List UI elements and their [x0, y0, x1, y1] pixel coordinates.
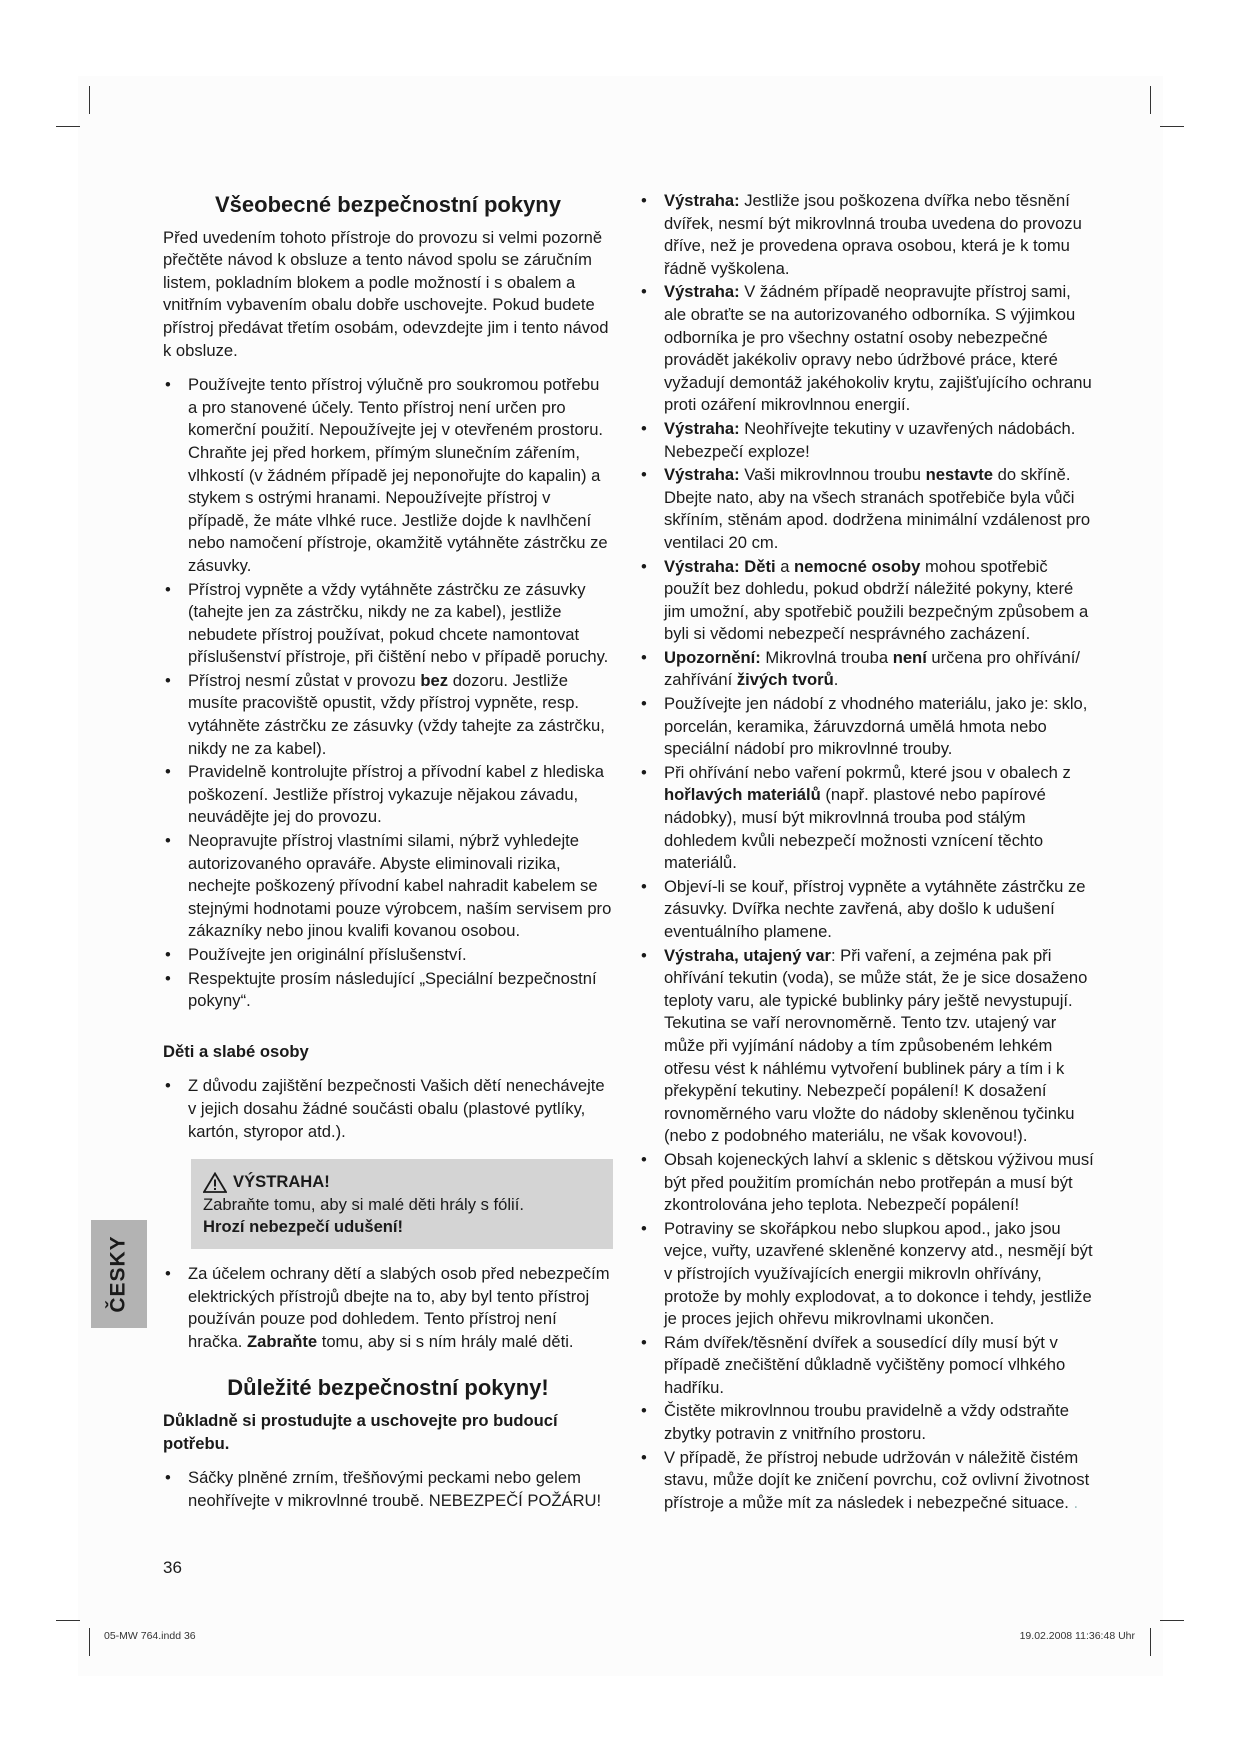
children-list-2 [163, 1263, 613, 1353]
crop-mark [1150, 1628, 1151, 1656]
list-item: • Za účelem ochrany dětí a slabých osob před nebezpečím elektrických přístrojů dbejte na to, aby byl tento přístroj používán pouze pod dohledem. Tento přístroj není hračka. Zabraňte tomu, aby si s ním hrály malé děti. [163, 1263, 613, 1353]
list-item: • Výstraha: Vaši mikrovlnnou troubu nestavte do skříně. Dbejte nato, aby na všech stranách spotřebiče byla vůči skříním, stěnám apod. dodržena minimální vzdálenost pro ventilaci 20 cm. [639, 464, 1097, 554]
list-item: • Při ohřívání nebo vaření pokrmů, které jsou v obalech z hořlavých materiálů (např. plastové nebo papírové nádobky), musí být mikrovlnná trouba pod stálým dohledem kvůli nebezpečí možnosti vznícení těchto materiálů. [639, 762, 1097, 875]
list-item: • V případě, že přístroj nebude udržován v náležitě čistém stavu, může dojít ke zničení povrchu, což ovlivní životnost přístroje a může mít za následek i nebezpečné situace. . [639, 1447, 1097, 1515]
list-item: • Respektujte prosím následující „Speciální bezpečnostní pokyny“. [163, 968, 613, 1013]
list-item: • Rám dvířek/těsnění dvířek a sousedící díly musí být v případě znečištění důkladně vyčištěny pomocí vlhkého hadříku. [639, 1332, 1097, 1400]
right-column [639, 190, 1097, 1526]
crop-mark [1160, 126, 1184, 127]
language-label: ČESKY [107, 1235, 131, 1313]
footer-file-info: 05-MW 764.indd 36 [104, 1630, 196, 1642]
left-column [163, 190, 613, 1524]
language-side-tab [91, 1220, 147, 1328]
section-title-important: Důležité bezpečnostní pokyny! [227, 1375, 549, 1401]
stray-dot: . [1073, 1492, 1079, 1512]
list-item: • Upozornění: Mikrovlná trouba není určena pro ohřívání/ zahřívání živých tvorů. [639, 647, 1097, 692]
list-item: • Používejte tento přístroj výlučně pro soukromou potřebu a pro stanovené účely. Tento přístroj není určen pro komerční použití. Nepoužívejte jej v otevřeném prostoru. Chraňte jej před horkem, přímým slunečním zářením, vlhkostí (v žádném případě jej neponořujte do kapalin) a stykem s ostrými hranami. Nepoužívejte přístroj v případě, že máte vlhké ruce. Jestliže dojde k navlhčení nebo namočení přístroje, okamžitě vytáhněte zástrčku ze zásuvky. [163, 374, 613, 577]
list-item: • Používejte jen originální příslušenství. [163, 944, 613, 967]
crop-mark [56, 126, 80, 127]
list-item: • Přístroj nesmí zůstat v provozu bez dozoru. Jestliže musíte pracoviště opustit, vždy přístroj vypněte, resp. vytáhněte zástrčku ze zásuvky (vždy tahejte za zástrčku, nikdy ne za kabel). [163, 670, 613, 760]
footer-timestamp: 19.02.2008 11:36:48 Uhr [1019, 1630, 1135, 1642]
list-item: • Přístroj vypněte a vždy vytáhněte zástrčku ze zásuvky (tahejte jen za zástrčku, nikdy ne za kabel), jestliže nebudete přístroj používat, pokud chcete namontovat příslušenství přístroje, při čištění nebo v případě poruchy. [163, 579, 613, 669]
list-item: • Používejte jen nádobí z vhodného materiálu, jako je: sklo, porcelán, keramika, žáruvzdorná umělá hmota nebo speciální nádobí pro mikrovlnné trouby. [639, 693, 1097, 761]
page-number: 36 [163, 1558, 182, 1577]
list-item: • Výstraha: V žádném případě neopravujte přístroj sami, ale obraťte se na autorizovaného odborníka. S výjimkou odborníka je pro všechny ostatní osoby nebezpečné provádět jakékoliv opravy nebo údržbové práce, které vyžadují demontáž jakéhokoliv krytu, zajišťujícího ochranu proti ozáření mikrovlnnou energií. [639, 281, 1097, 417]
microwave-safety-list [639, 190, 1097, 1514]
warning-box [191, 1159, 613, 1249]
warning-triangle-icon [203, 1172, 227, 1193]
crop-mark [89, 1628, 90, 1656]
list-item: • Obsah kojeneckých lahví a sklenic s dětskou výživou musí být před použitím promíchán nebo protřepán a musí být zkontrolována jeho teplota. Nebezpečí popálení! [639, 1149, 1097, 1217]
crop-mark [1160, 1620, 1184, 1621]
list-item: • Výstraha: Jestliže jsou poškozena dvířka nebo těsnění dvířek, nesmí být mikrovlnná trouba uvedena do provozu dříve, než je provedena oprava osobou, která je k tomu řádně vyškolena. [639, 190, 1097, 280]
crop-mark [1150, 86, 1151, 114]
list-item: • Z důvodu zajištění bezpečnosti Vašich dětí nenechávejte v jejich dosahu žádné součásti obalu (plastové pytlíky, kartón, styropor atd.). [163, 1075, 613, 1143]
list-item: • Neopravujte přístroj vlastními silami, nýbrž vyhledejte autorizovaného opraváře. Abyste eliminovali rizika, nechejte poškozený přívodní kabel nahradit kabelem se stejnými hodnotami pouze výrobcem, naším servisem pro zákazníky nebo jinou kvalifi kovanou osobou. [163, 830, 613, 943]
list-item: • Výstraha: Děti a nemocné osoby mohou spotřebič použít bez dohledu, pokud obdrží náležité pokyny, které jim umožní, aby spotřebič použili bezpečným způsobem a byli si vědomi nebezpečí nesprávného zacházení. [639, 556, 1097, 646]
subheading-children: Děti a slabé osoby [163, 1041, 309, 1061]
warning-danger: Hrozí nebezpečí udušení! [203, 1217, 404, 1237]
list-item: • Výstraha, utajený var: Při vaření, a zejména pak při ohřívání tekutin (voda), se může stát, že je sice dosaženo teploty varu, ale typické bublinky páry ještě nevystupují. Tekutina se vaří nerovnoměrně. Tento tzv. utajený var může při vyjímání nádoby a tím způsobeném lehkém otřesu vést k náhlému vytvoření bublinek páry a tím i k překypění tekutiny. Nebezpečí popálení! K dosažení rovnoměrného varu vložte do nádoby skleněnou tyčinku (nebo z podobného materiálu, ne však kovovou!). [639, 945, 1097, 1148]
general-safety-list [163, 374, 613, 1013]
list-item: • Sáčky plněné zrním, třešňovými peckami nebo gelem neohřívejte v mikrovlnné troubě. NEBEZPEČÍ POŽÁRU! [163, 1467, 613, 1512]
list-item: • Výstraha: Neohřívejte tekutiny v uzavřených nádobách. Nebezpečí exploze! [639, 418, 1097, 463]
important-lead: Důkladně si prostudujte a uschovejte pro budoucí potřebu. [163, 1410, 558, 1453]
warning-text: Zabraňte tomu, aby si malé děti hrály s fólií. [203, 1194, 524, 1214]
list-item: • Objeví-li se kouř, přístroj vypněte a vytáhněte zástrčku ze zásuvky. Dvířka nechte zavřená, aby došlo k udušení eventuálního plamene. [639, 876, 1097, 944]
list-item: • Potraviny se skořápkou nebo slupkou apod., jako jsou vejce, vuřty, uzavřené skleněné konzervy atd., nesmějí být v přístrojích využívajících energii mikrovln ohřívány, protože by mohly explodovat, a to dokonce i tehdy, jestliže je proces jejich ohřevu mikrovlnami ukončen. [639, 1218, 1097, 1331]
children-list [163, 1075, 613, 1143]
crop-mark [56, 1620, 80, 1621]
intro-paragraph: Před uvedením tohoto přístroje do provozu si velmi pozorně přečtěte návod k obsluze a tento návod spolu se záručním listem, pokladním blokem a podle možností i s obalem a vnitřním vybavením obalu dobře uschovejte. Pokud budete přístroj předávat třetím osobám, odevzdejte jim i tento návod k obsluze. [163, 227, 609, 360]
list-item: • Čistěte mikrovlnnou troubu pravidelně a vždy odstraňte zbytky potravin z vnitřního prostoru. [639, 1400, 1097, 1445]
crop-mark [89, 86, 90, 114]
important-list [163, 1467, 613, 1512]
list-item: • Pravidelně kontrolujte přístroj a přívodní kabel z hlediska poškození. Jestliže přístroj vykazuje nějakou závadu, neuvádějte jej do provozu. [163, 761, 613, 829]
section-title-general: Všeobecné bezpečnostní pokyny [215, 192, 561, 217]
warning-title: VÝSTRAHA! [233, 1172, 330, 1192]
